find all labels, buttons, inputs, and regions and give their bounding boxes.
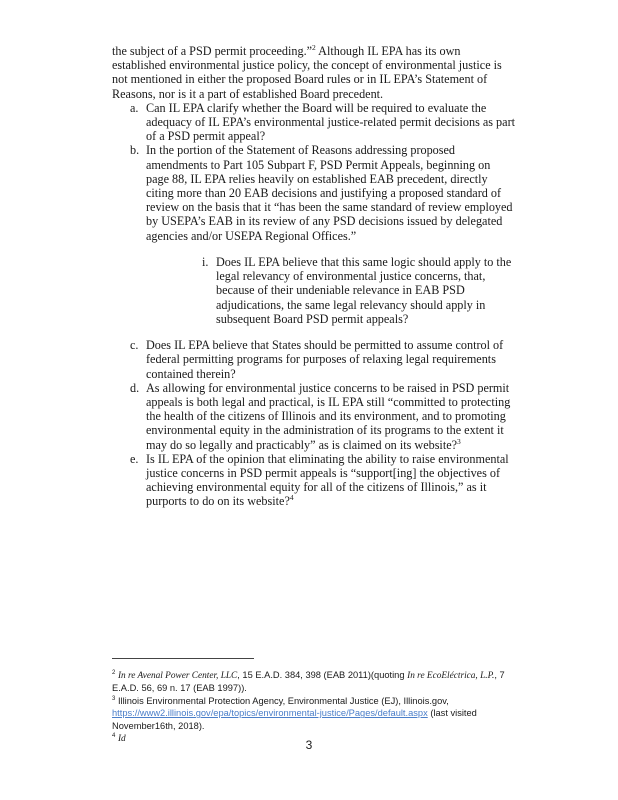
footnote-2-case-1: In re Avenal Power Center, LLC	[117, 671, 238, 681]
intro-text-part2: Although IL EPA has its own established environmental justice policy, the concept of environmental justice is not mentioned in either the proposed Board rules or in IL EPA’s Statement of Reasons, nor is it a part of established Board precedent.	[112, 44, 502, 101]
question-b-text: In the portion of the Statement of Reasons addressing proposed amendments to Part 105 Subpart F, PSD Permit Appeals, beginning on page 88, IL EPA relies heavily on established EAB precedent, directly citing more than 20 EAB decisions and justifying a proposed standard of review on the basis that it “has been the same standard of review employed by USEPA’s EAB in its review of any PSD decisions issued by delegated agencies and/or USEPA Regional Offices.”	[146, 143, 513, 243]
question-b-i-text: Does IL EPA believe that this same logic should apply to the legal relevancy of environmental justice concerns, that, because of their undeniable relevance in EAB PSD adjudications, the same legal relevancy should apply in subsequent Board PSD permit appeals?	[216, 255, 512, 326]
question-a	[130, 100, 516, 144]
question-a-text: Can IL EPA clarify whether the Board will be required to evaluate the adequacy of IL EPA’s environmental justice-related permit decisions as part of a PSD permit appeal?	[146, 100, 516, 144]
footnote-ref-4: 4	[289, 493, 294, 503]
question-c-label: c.	[130, 338, 139, 353]
question-c-text: Does IL EPA believe that States should be permitted to assume control of federal permitting programs for purposes of relaxing legal requirements contained therein?	[146, 338, 504, 381]
intro-paragraph	[112, 44, 516, 101]
footnote-ref-2: 2	[312, 42, 316, 52]
question-e-label: e.	[130, 451, 139, 466]
footnote-2	[112, 669, 532, 695]
footnote-3-link[interactable]: https://www2.illinois.gov/epa/topics/environmental-justice/Pages/default.aspx	[112, 708, 428, 719]
question-b-i-label: i.	[202, 255, 209, 270]
footnotes	[112, 669, 532, 745]
intro-text-part1: the subject of a PSD permit proceeding.”	[112, 44, 313, 58]
question-d-label: d.	[130, 380, 140, 395]
footnote-3-number: 3	[112, 695, 116, 702]
footnote-2-number: 2	[112, 669, 116, 676]
footnote-separator	[112, 658, 254, 659]
footnote-4-text: Id	[117, 734, 126, 745]
question-a-label: a.	[130, 100, 139, 115]
question-e	[130, 451, 516, 509]
question-c	[130, 338, 516, 381]
question-d	[130, 380, 516, 452]
body-text	[112, 44, 516, 509]
question-b-label: b.	[130, 143, 140, 158]
footnote-2-case-2: In re EcoEléctrica, L.P.	[407, 671, 495, 681]
footnote-ref-3: 3	[457, 436, 461, 446]
page-number: 3	[305, 738, 313, 752]
question-d-text: As allowing for environmental justice concerns to be raised in PSD permit appeals is both legal and practical, is IL EPA still “committed to protecting the health of the citizens of Illinois and its environment, and to promoting environmental equity in the administration of its programs to the extent it may do so legally and practicably” as is claimed on its website?	[146, 380, 511, 452]
footnote-3-visited: (last visited November16th, 2018).	[112, 708, 477, 731]
question-e-text: Is IL EPA of the opinion that eliminating the ability to raise environmental justice concerns in PSD permit appeals is “support[ing] the objectives of achieving environmental equity for all of the citizens of Illinois,” as it purports to do on its website?	[146, 451, 509, 509]
footnote-3	[112, 695, 532, 732]
question-b-i	[202, 255, 516, 326]
footnote-2-end: , 7 E.A.D. 56, 69 n. 17 (EAB 1997)).	[112, 670, 505, 694]
question-b	[130, 143, 516, 243]
footnote-3-text: Illinois Environmental Protection Agency, Environmental Justice (EJ), Illinois.gov,	[117, 695, 449, 706]
footnote-2-citation: , 15 E.A.D. 384, 398 (EAB 2011)(quoting	[237, 670, 408, 680]
footnote-4-number: 4	[112, 732, 116, 739]
